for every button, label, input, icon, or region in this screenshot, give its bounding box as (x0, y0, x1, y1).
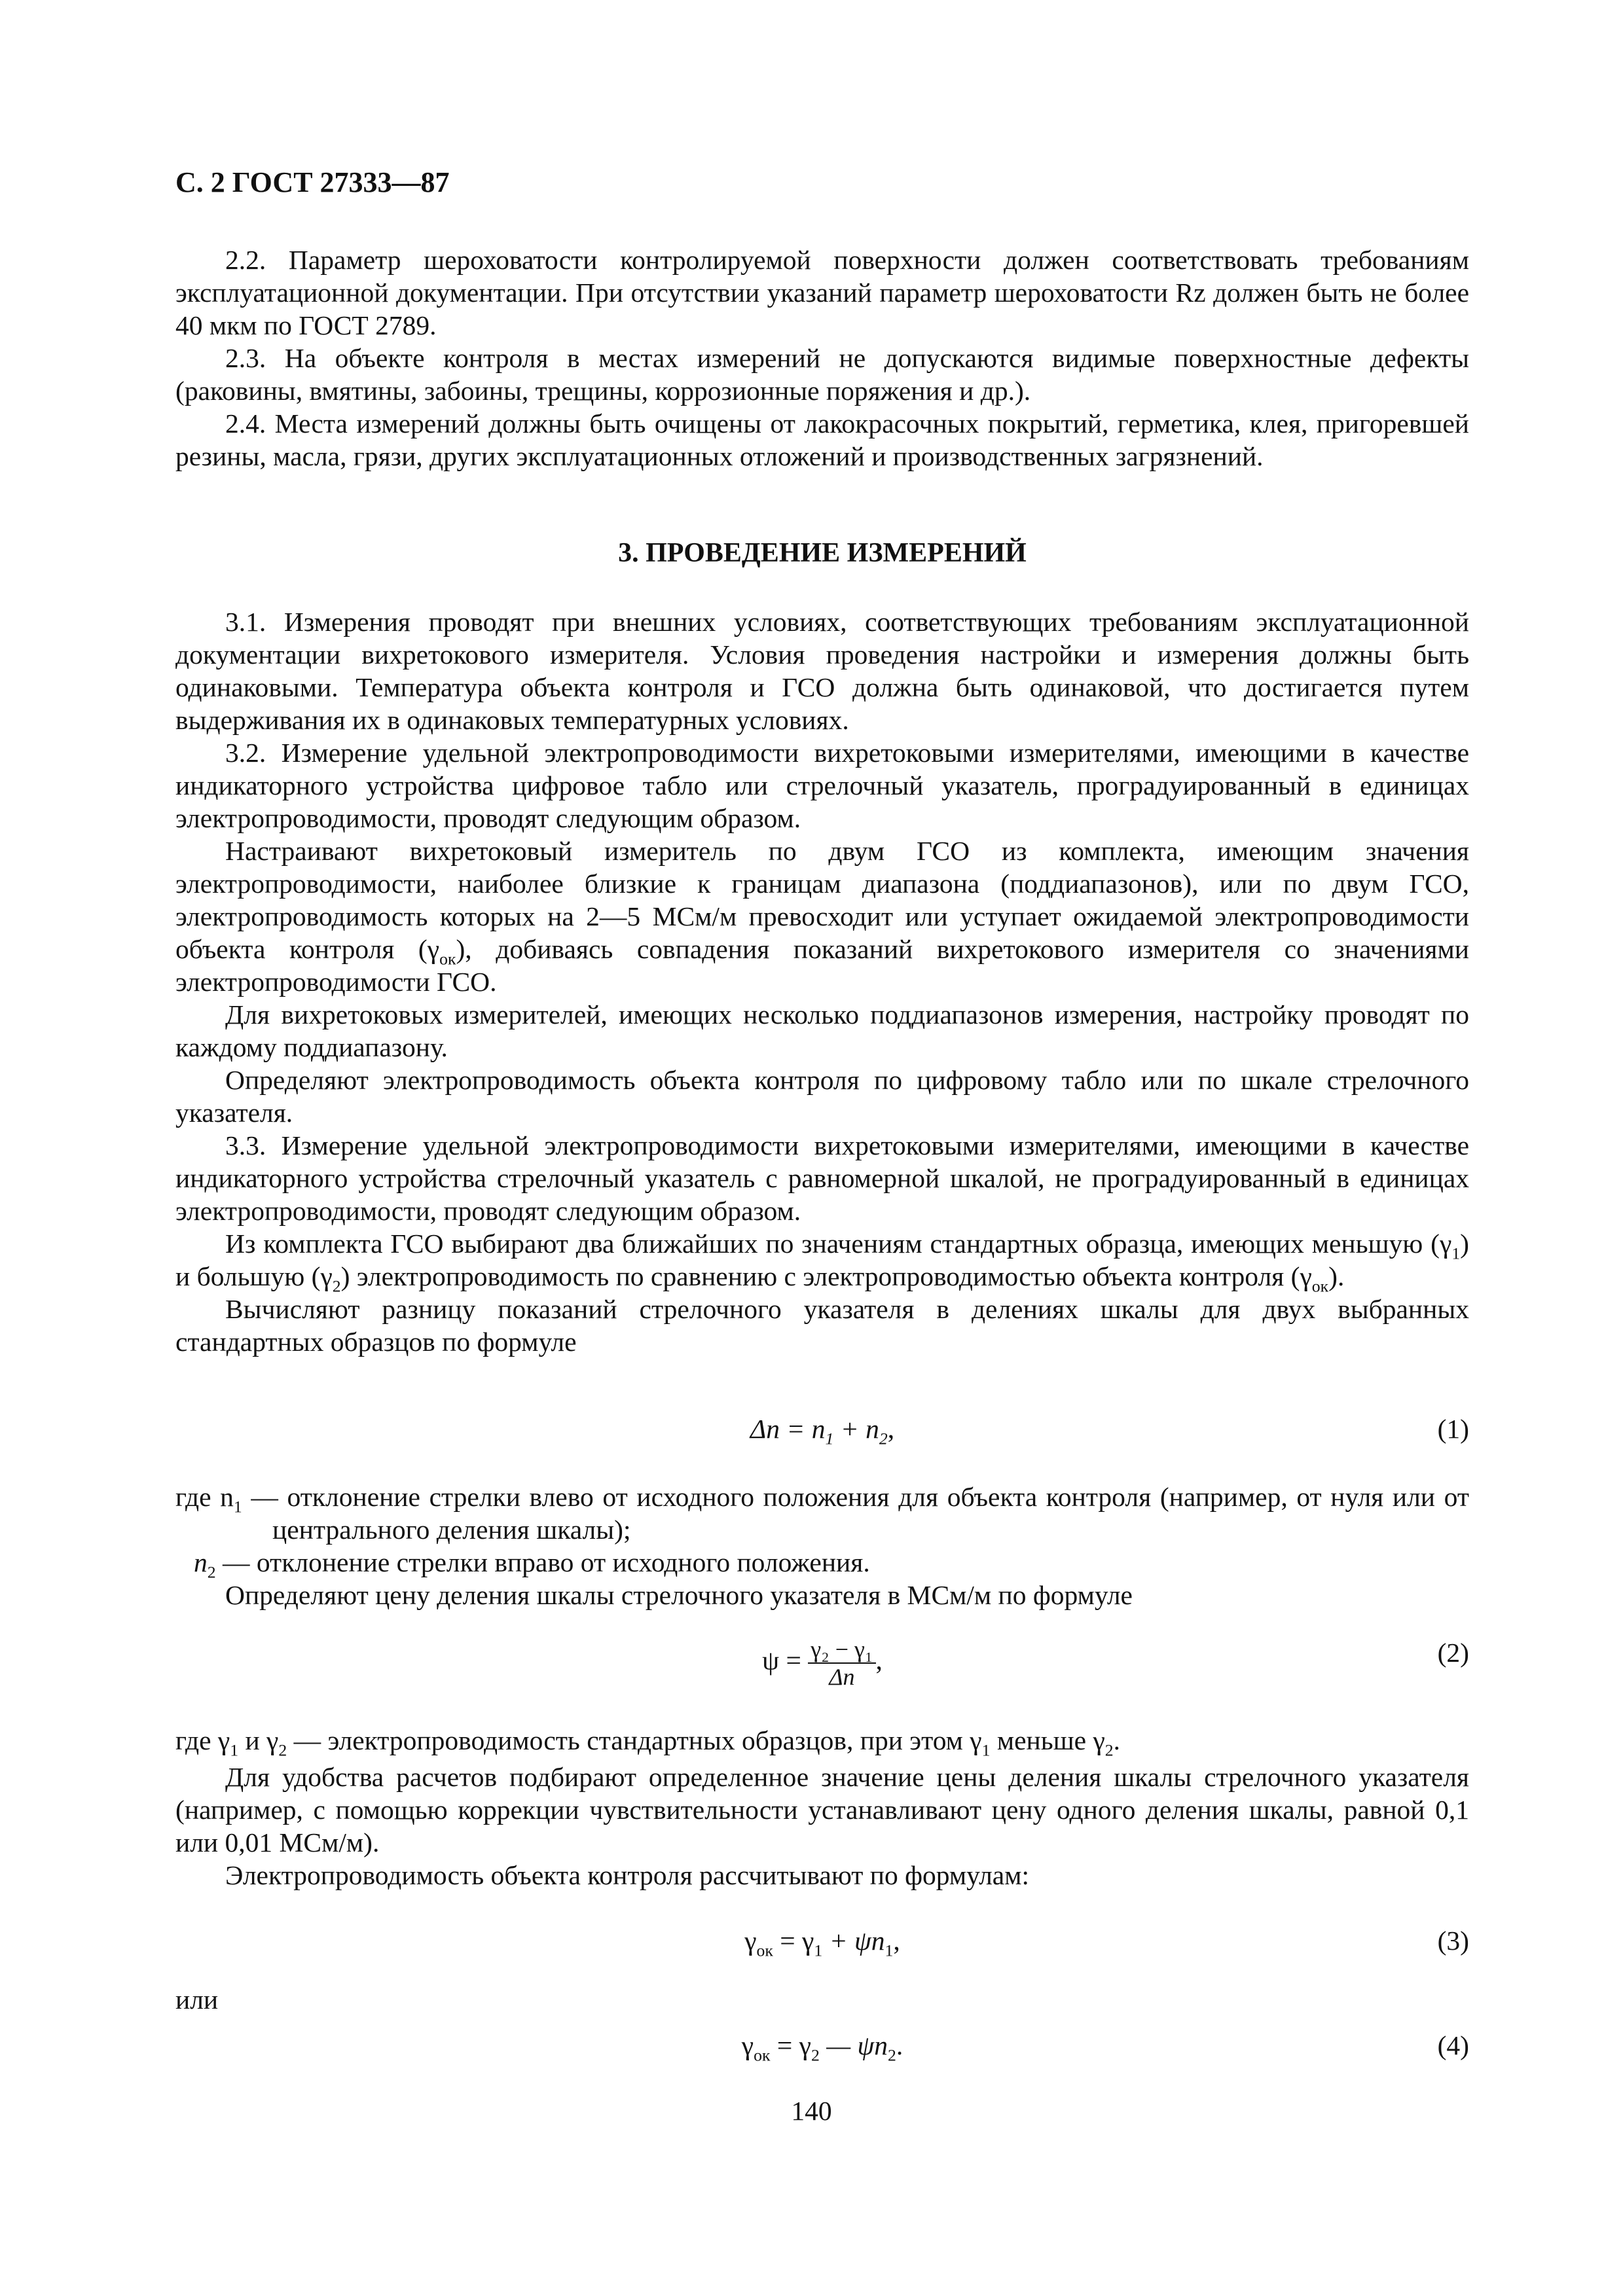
formula-3-expression: $\gamma_{ок} = \gamma_1 + \psi n_1$, (744, 1926, 900, 1960)
paragraph-formulas: Электропроводимость объекта контроля рассчитывают по формулам: (225, 1860, 1029, 1890)
formula-2-number: (2) (1437, 1638, 1469, 1668)
formula-1-expression: $\Delta n = n_1 + n_2$, (750, 1414, 895, 1448)
paragraph-convenience: Для удобства расчетов подбирают определенное значение цены деления шкалы стрелочного указателя (например, с помощью коррекции чувствительности устанавливают цену одного деления шкалы, равной 0,1 или 0,01 МСм/м). (175, 1762, 1469, 1857)
formula-4 (175, 2029, 1469, 2068)
section-3-tail-text (175, 1761, 1469, 1892)
paragraph-3-2: 3.2. Измерение удельной электропроводимости вихретоковыми измерителями, имеющими в качестве индикаторного устройства цифровое табло или стрелочный указатель, проградуированный в единицах электропроводимости, проводят следующим образом. (175, 738, 1469, 833)
section-3-text (175, 605, 1469, 1358)
formula-2 (175, 1636, 1469, 1690)
formula-1-legend (175, 1480, 1469, 1611)
formula-1-number: (1) (1437, 1414, 1469, 1444)
formula-3 (175, 1924, 1469, 1964)
paragraph-3-1: 3.1. Измерения проводят при внешних условиях, соответствующих требованиям эксплуатационной документации вихретокового измерителя. Условия проведения настройки и измерения должны быть одинаковыми. Температура объекта контроля и ГСО должна быть одинаковой, что достигается путем выдерживания их в одинаковых температурных условиях. (175, 607, 1469, 735)
paragraph-determine: Определяют электропроводимость объекта контроля по цифровому табло или по шкале стрелочного указателя. (175, 1065, 1469, 1128)
formula-2-legend (175, 1724, 1469, 1760)
formula-4-number: (4) (1437, 2030, 1469, 2060)
paragraph-difference: Вычисляют разницу показаний стрелочного указателя в делениях шкалы для двух выбранных стандартных образцов по формуле (175, 1294, 1469, 1357)
formula-2-fraction: $\frac{\text{γ₂ − γ₁}}{\Delta n}$ (808, 1636, 875, 1690)
paragraph-select: Из комплекта ГСО выбирают два ближайших по значениям стандартных образца, имеющих меньшую $(\gamma_1)$ и большую $(\gamma_2)$ электропроводимость по сравнению с электропроводимостью объекта контроля $(\gamma_{ок})$. (175, 1229, 1469, 1296)
legend-n1: где $n_1$ — отклонение стрелки влево от исходного положения для объекта контроля (например, от нуля или от центрального деления шкалы); (175, 1482, 1469, 1545)
paragraph-3-3: 3.3. Измерение удельной электропроводимости вихретоковыми измерителями, имеющими в качестве индикаторного устройства стрелочный указатель с равномерной шкалой, не проградуированный в единицах электропроводимости, проводят следующим образом. (175, 1130, 1469, 1226)
formula-3-number: (3) (1437, 1926, 1469, 1956)
formula-2-expression: ψ = $\frac{\text{γ₂ − γ₁}}{\Delta n}$ , (762, 1636, 883, 1690)
paragraph-2-3: 2.3. На объекте контроля в местах измерений не допускаются видимые поверхностные дефекты (раковины, вмятины, забоины, трещины, коррозионные поряжения и др.). (175, 343, 1469, 406)
paragraph-adjust: Настраивают вихретоковый измеритель по двум ГСО из комплекта, имеющим значения электропроводимости, наиболее близкие к границам диапазона (поддиапазонов), или по двум ГСО, электропроводимость которых на 2—5 МСм/м превосходит или уступает ожидаемой электропроводимости объекта контроля $(\gamma_{ок})$, добиваясь совпадения показаний вихретокового измерителя со значениями электропроводимости ГСО. (175, 836, 1469, 997)
section-2-text (175, 243, 1469, 473)
legend-gamma: где $\gamma_1$ и $\gamma_2$ — электропроводимость стандартных образцов, при этом $\gamma_1$ меньше $\gamma_2$. (175, 1725, 1121, 1760)
section-3-heading: 3. ПРОВЕДЕНИЕ ИЗМЕРЕНИЙ (618, 538, 1027, 568)
paragraph-price: Определяют цену деления шкалы стрелочного указателя в МСм/м по формуле (225, 1580, 1133, 1610)
formula-4-expression: $\gamma_{ок} = \gamma_2$ — $\psi n_2$. (741, 2030, 903, 2065)
formula-1 (175, 1412, 1469, 1452)
page-number: 140 (791, 2096, 832, 2126)
paragraph-2-4: 2.4. Места измерений должны быть очищены от лакокрасочных покрытий, герметика, клея, пригоревшей резины, масла, грязи, других эксплуатационных отложений и производственных загрязнений. (175, 408, 1469, 471)
paragraph-subranges: Для вихретоковых измерителей, имеющих несколько поддиапазонов измерения, настройку проводят по каждому поддиапазону. (175, 999, 1469, 1062)
or-label: или (175, 1984, 219, 2015)
page-header: С. 2 ГОСТ 27333—87 (175, 166, 450, 198)
legend-n2: $n_2$ — отклонение стрелки вправо от исходного положения. (194, 1547, 870, 1582)
paragraph-2-2: 2.2. Параметр шероховатости контролируемой поверхности должен соответствовать требованиям эксплуатационной документации. При отсутствии указаний параметр шероховатости Rz должен быть не более 40 мкм по ГОСТ 2789. (175, 245, 1469, 340)
